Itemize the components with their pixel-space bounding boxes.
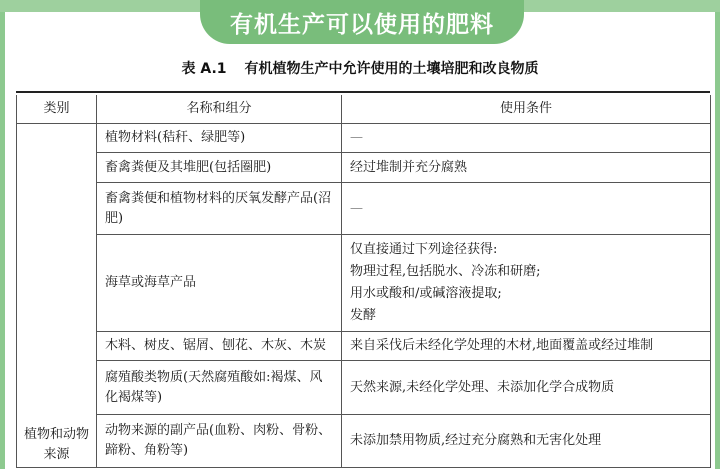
name-cell: 畜禽粪便和植物材料的厌氧发酵产品(沼肥) — [97, 183, 342, 235]
name-cell: 木料、树皮、锯屑、刨花、木灰、木炭 — [97, 332, 342, 361]
condition-line: 用水或酸和/或碱溶液提取; — [350, 286, 502, 301]
condition-cell: — — [342, 124, 711, 153]
table-row — [17, 361, 711, 415]
condition-cell: — — [342, 183, 711, 235]
condition-line: 物理过程,包括脱水、冷冻和研磨; — [350, 264, 541, 279]
header-category: 类别 — [17, 95, 97, 124]
condition-line: 仅直接通过下列途径获得: — [350, 242, 498, 257]
condition-cell — [342, 235, 711, 332]
table-row — [17, 332, 711, 361]
condition-cell: 来自采伐后未经化学处理的木材,地面覆盖或经过堆制 — [342, 332, 711, 361]
header-name: 名称和组分 — [97, 95, 342, 124]
name-cell: 畜禽粪便及其堆肥(包括圈肥) — [97, 153, 342, 183]
table-header-row — [17, 95, 711, 124]
table-row — [17, 153, 711, 183]
condition-cell: 天然来源,未经化学处理、未添加化学合成物质 — [342, 361, 711, 415]
category-cell: 植物和动物来源 — [17, 124, 97, 468]
condition-line: 发酵 — [350, 308, 377, 323]
condition-cell: 经过堆制并充分腐熟 — [342, 153, 711, 183]
condition-cell: 未添加禁用物质,经过充分腐熟和无害化处理 — [342, 415, 711, 468]
banner-title: 有机生产可以使用的肥料 — [230, 11, 494, 38]
name-cell: 海草或海草产品 — [97, 235, 342, 332]
name-cell: 植物材料(秸秆、绿肥等) — [97, 124, 342, 153]
table-row — [17, 415, 711, 468]
table-row — [17, 235, 711, 332]
title-banner — [200, 0, 524, 44]
table-row — [17, 124, 711, 153]
table-number: 表 A.1 — [181, 61, 227, 77]
table-title: 有机植物生产中允许使用的土壤培肥和改良物质 — [244, 61, 539, 77]
name-cell: 腐殖酸类物质(天然腐殖酸如:褐煤、风化褐煤等) — [97, 361, 342, 415]
header-condition: 使用条件 — [342, 95, 711, 124]
fertilizer-table — [16, 95, 711, 468]
name-cell: 动物来源的副产品(血粉、肉粉、骨粉、蹄粉、角粉等) — [97, 415, 342, 468]
table-row — [17, 183, 711, 235]
table-caption — [0, 58, 720, 78]
table-top-rule — [16, 91, 710, 93]
